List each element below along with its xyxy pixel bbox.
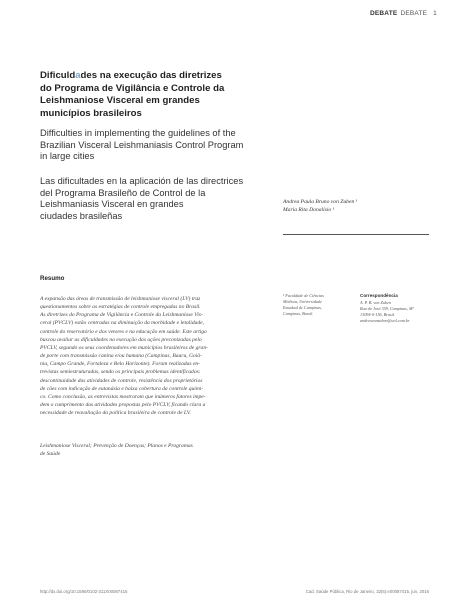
abstract-line: nia, Campo Grande, Fortaleza e Belo Horizonte). Foram realizadas en- [40,361,201,368]
author-divider [283,234,429,235]
abstract-line: dem o cumprimento das atividades propostas pelo PVCLV, ficando clara a [40,402,206,409]
title-pt-part: Dificuld [40,70,76,81]
abstract-line: As diretrizes do Programa de Vigilância e Controle da Leishmaniose Vis- [40,312,203,319]
correspondence-block [360,293,434,324]
title-en-line: Difficulties in implementing the guidelines of the [40,128,236,138]
title-pt-highlight: a [75,70,81,81]
correspondence-email[interactable]: andreavonzuben@uol.com.br [360,318,410,323]
affiliation-line: Médicas, Universidade [283,299,322,304]
title-pt-line: municípios brasileiros [40,107,142,119]
abstract-line: de porte com transmissão canina e/ou humana (Campinas, Bauru, Goiâ- [40,353,202,360]
keywords [40,442,269,458]
abstract-body [40,295,269,417]
title-pt-line: do Programa de Vigilância e Controle da [40,82,225,94]
keywords-line: Leishmaniose Visceral; Prevenção de Doenças; Planos e Programas [40,443,193,449]
title-pt-line: Leishmaniose Visceral em grandes [40,95,200,107]
title-pt-part: des na execução das diretrizes [80,70,222,81]
correspondence-line: 13094-0-156, Brasil. [360,312,396,317]
title-es-line: Leishmaniasis Visceral en grandes [40,199,184,210]
correspondence-line: A. P. B. von Zuben [360,300,391,305]
abstract-line: de cães com indicação de eutanásia e baixa cobertura da controle quími- [40,385,204,392]
keywords-line: de Saúde [40,451,61,458]
author-name: Andrea Paula Bruno von Zuben ¹ [283,199,358,205]
author-list [283,198,433,215]
section-label: DEBATE [400,10,428,17]
abstract-line: controle do reservatório e dos vetores e na educação em saúde. Este artigo [40,328,207,335]
title-english [40,128,280,163]
section-label-bold: DEBATE [369,10,398,17]
abstract-line: ceral (PVCLV) estão centradas na diminuição da morbidade e letalidade, [40,320,205,327]
title-es-line: ciudades brasileñas [40,210,123,221]
running-header [370,10,437,17]
abstract-line: questionamentos sobre as estratégias de controle empregadas no Brasil. [40,304,201,311]
abstract-heading: Resumo [40,275,65,282]
title-es-line: del Programa Brasileño de Control de la [40,187,206,198]
title-en-line: in large cities [40,151,95,162]
affiliation-line: Estadual de Campinas, [283,305,322,310]
author-name: Maria Rita Donalísio ¹ [283,207,335,214]
author-affiliation [283,293,351,317]
journal-citation: Cad. Saúde Pública, Rio de Janeiro, 32(6):e00087415, jun, 2016 [305,589,429,594]
affiliation-line: Campinas, Brasil. [283,311,314,316]
abstract-line: buscou avaliar as dificuldades na execução das ações preconizadas pelo [40,336,202,343]
abstract-line: trevistas semiestruturadas, sendo os principais problemas identificados: [40,369,201,376]
title-spanish [40,176,280,222]
doi-link[interactable]: http://dx.doi.org/10.1590/0102-311X00087415 [40,589,128,594]
title-es-line: Las dificultades en la aplicación de las directrices [40,176,244,186]
correspondence-line: Rua do José 359, Campinas, SP [360,306,414,311]
correspondence-heading: Correspondência [360,293,398,298]
abstract-line: descontinuidade das atividades de controle, resistência dos proprietários [40,377,203,384]
title-portuguese [40,70,270,120]
abstract-line: co. Como conclusão, as entrevistas mostraram que inúmeros fatores impe- [40,393,206,400]
title-en-line: Brazilian Visceral Leishmaniasis Control Program [40,139,244,150]
abstract-line: necessidade de reavaliação da política brasileira de controle de LV. [40,410,191,417]
affiliation-line: ¹ Faculdade de Ciências [283,293,324,298]
abstract-line: A expansão das áreas de transmissão de leishmaniose visceral (LV) traz [40,296,201,302]
page-number: 1 [433,10,437,17]
abstract-line: PVCLV, segundo os seus coordenadores em municípios brasileiros de gran- [40,344,208,351]
